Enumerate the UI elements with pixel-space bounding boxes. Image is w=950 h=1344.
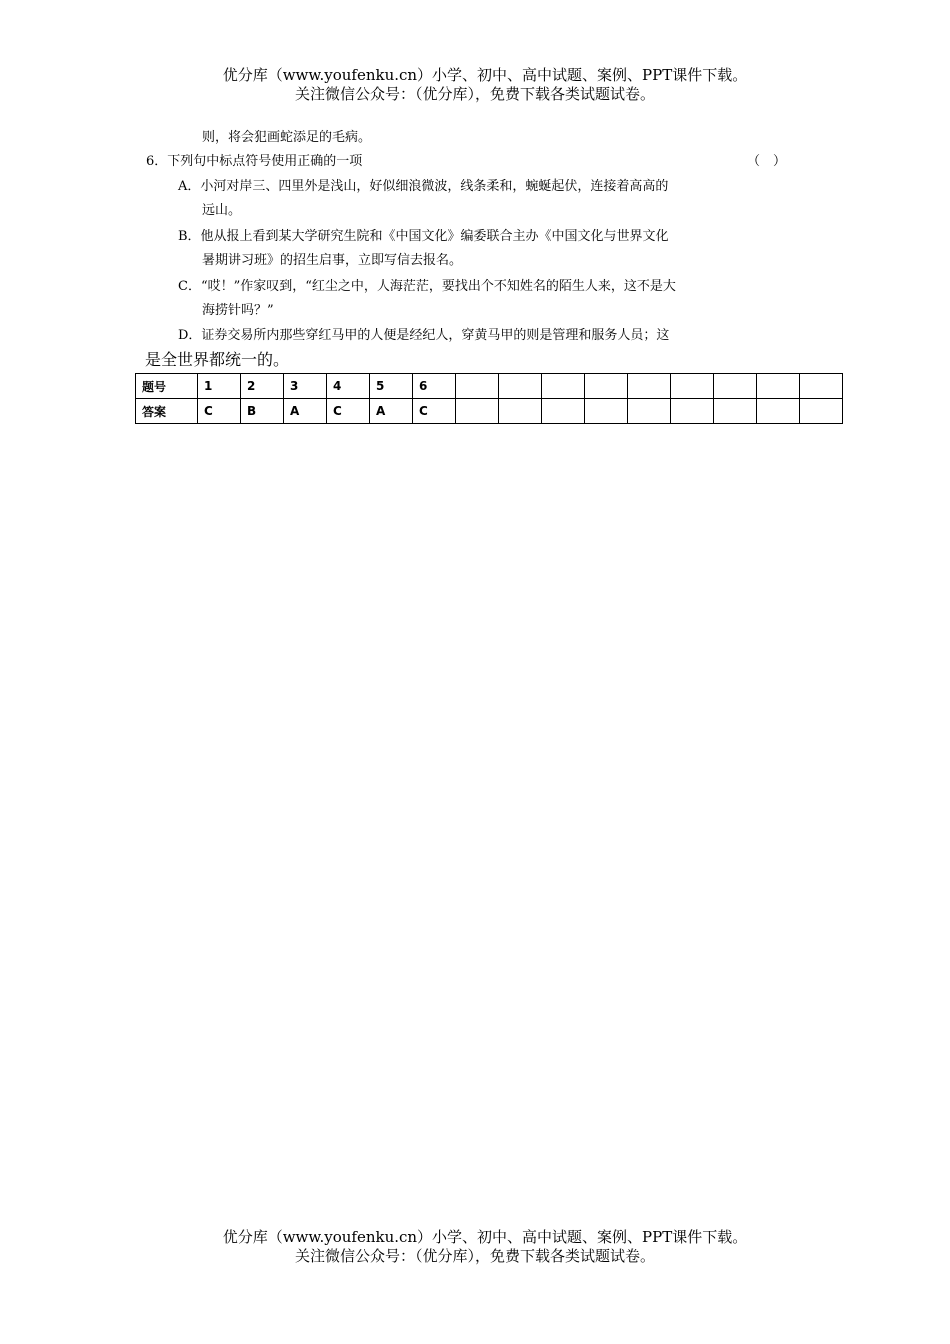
table-cell: 5 [370, 374, 413, 399]
table-cell [714, 399, 757, 424]
table-cell: 答案 [136, 399, 198, 424]
table-row-question-numbers [136, 374, 843, 399]
table-row-answers [136, 399, 843, 424]
answer-table [135, 373, 843, 424]
option-d-line-2: 是全世界都统一的。 [145, 350, 290, 369]
table-cell [671, 399, 714, 424]
table-cell: 6 [413, 374, 456, 399]
table-cell [671, 374, 714, 399]
table-cell [542, 399, 585, 424]
table-cell: A [370, 399, 413, 424]
table-cell: C [327, 399, 370, 424]
table-cell: 题号 [136, 374, 198, 399]
table-cell [456, 374, 499, 399]
table-cell [757, 399, 800, 424]
option-a-line-1: A．小河对岸三、四里外是浅山，好似细浪微波，线条柔和，蜿蜒起伏，连接着高高的 [178, 179, 669, 194]
table-cell: 2 [241, 374, 284, 399]
option-c-line-2: 海捞针吗？” [202, 303, 274, 318]
table-cell [628, 374, 671, 399]
header-line-2: 关注微信公众号：（优分库），免费下载各类试题试卷。 [294, 85, 655, 103]
table-cell [628, 399, 671, 424]
option-a-line-2: 远山。 [202, 203, 242, 218]
table-cell: A [284, 399, 327, 424]
table-cell [757, 374, 800, 399]
option-c-line-1: C．“哎！”作家叹到，“红尘之中，人海茫茫，要找出个不知姓名的陌生人来，这不是大 [178, 279, 676, 294]
page-footer [0, 1228, 950, 1266]
continuation-text: 则，将会犯画蛇添足的毛病。 [202, 130, 372, 145]
table-cell [585, 374, 628, 399]
table-cell [800, 399, 843, 424]
table-cell: 3 [284, 374, 327, 399]
footer-line-2: 关注微信公众号：（优分库），免费下载各类试题试卷。 [294, 1247, 655, 1265]
option-b-line-2: 暑期讲习班》的招生启事，立即写信去报名。 [202, 253, 463, 268]
table-cell [585, 399, 628, 424]
footer-line-1: 优分库（www.youfenku.cn）小学、初中、高中试题、案例、PPT课件下载。 [222, 1228, 748, 1246]
question-6-text: 6．下列句中标点符号使用正确的一项 [146, 154, 363, 169]
table-cell [499, 374, 542, 399]
table-cell: 4 [327, 374, 370, 399]
table-cell: C [413, 399, 456, 424]
table-cell [542, 374, 585, 399]
option-d-line-1: D．证券交易所内那些穿红马甲的人便是经纪人，穿黄马甲的则是管理和服务人员；这 [178, 328, 670, 343]
header-line-1: 优分库（www.youfenku.cn）小学、初中、高中试题、案例、PPT课件下载。 [222, 66, 748, 84]
table-cell [800, 374, 843, 399]
table-cell: C [198, 399, 241, 424]
table-cell [714, 374, 757, 399]
question-6-stem [146, 150, 786, 174]
table-cell: 1 [198, 374, 241, 399]
table-cell: B [241, 399, 284, 424]
option-b-line-1: B．他从报上看到某大学研究生院和《中国文化》编委联合主办《中国文化与世界文化 [178, 229, 669, 244]
page-header [0, 66, 950, 104]
table-cell [456, 399, 499, 424]
answer-parentheses: （ ） [746, 154, 786, 169]
table-cell [499, 399, 542, 424]
